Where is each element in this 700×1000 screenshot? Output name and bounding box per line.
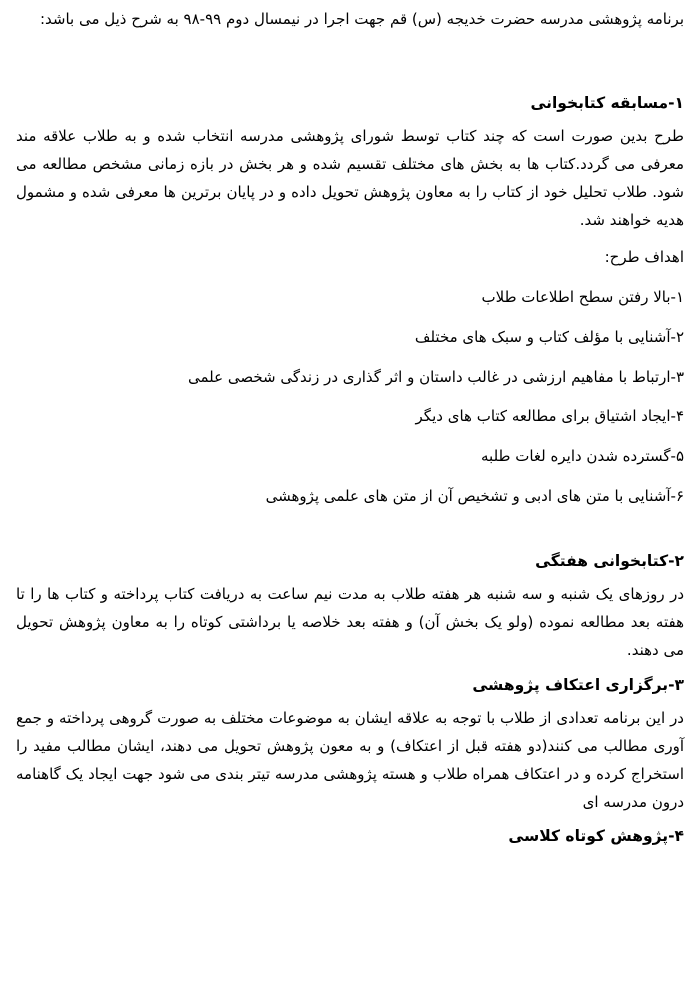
goals-title: اهداف طرح: xyxy=(604,248,684,267)
goal-item: ۶-آشنایی با متن های ادبی و تشخیص آن از متن های علمی پژوهشی xyxy=(265,486,684,505)
section-research-retreat xyxy=(16,671,684,817)
section-weekly-reading xyxy=(16,547,684,665)
goals-list xyxy=(16,284,684,511)
section-paragraph: در روزهای یک شنبه و سه شنبه هر هفته طلاب به مدت نیم ساعت به دریافت کتاب پرداخته و کتاب ها را تا هفته بعد مطالعه نموده (ولو یک بخش آن) و هفته بعد خلاصه یا برداشتی کوتاه را به معاون پژوهش تحویل می دهند. xyxy=(16,585,684,659)
section-heading: ۲-کتابخوانی هفتگی xyxy=(535,551,684,570)
section-paragraph: در این برنامه تعدادی از طلاب با توجه به علاقه ایشان به موضوعات مختلف به صورت گروهی پرداخته و جمع آوری مطالب می کنند(دو هفته قبل از اعتکاف) و به معون پژوهش تحویل می دهند، ایشان مطالب مفید را استخراج کرده و در اعتکاف همراه طلاب و هسته پژوهشی مدرسه تیتر بندی می شود جهت ایجاد یک گاهنامه درون مدرسه ای xyxy=(16,709,684,811)
section-heading: ۳-برگزاری اعتکاف پژوهشی xyxy=(472,675,684,694)
goal-item: ۴-ایجاد اشتیاق برای مطالعه کتاب های دیگر xyxy=(415,407,684,426)
section-book-contest xyxy=(16,89,684,511)
goal-item: ۵-گسترده شدن دایره لغات طلبه xyxy=(481,447,684,466)
section-heading: ۴-پژوهش کوتاه کلاسی xyxy=(508,827,684,846)
section-paragraph: طرح بدین صورت است که چند کتاب توسط شورای پژوهشی مدرسه انتخاب شده و به طلاب علاقه مند معرفی می گردد.کتاب ها به بخش های مختلف تقسیم شده و هر بخش در بازه زمانی مشخص مطالعه می شود. طلاب تحلیل خود از کتاب را به معاون پژوهش تحویل داده و در پایان برترین ها معرفی شده و مشمول هدیه خواهند شد. xyxy=(16,127,684,229)
section-heading: ۱-مسابقه کتابخوانی xyxy=(530,93,684,112)
intro-text: برنامه پژوهشی مدرسه حضرت خدیجه (س) قم جهت اجرا در نیمسال دوم ۹۹-۹۸ به شرح ذیل می باشد: xyxy=(39,10,684,28)
goal-item: ۲-آشنایی با مؤلف کتاب و سبک های مختلف xyxy=(414,327,684,346)
section-class-research xyxy=(16,822,684,851)
goal-item: ۳-ارتباط با مفاهیم ارزشی در غالب داستان و اثر گذاری در زندگی شخصی علمی xyxy=(187,367,684,386)
goal-item: ۱-بالا رفتن سطح اطلاعات طلاب xyxy=(481,288,684,307)
